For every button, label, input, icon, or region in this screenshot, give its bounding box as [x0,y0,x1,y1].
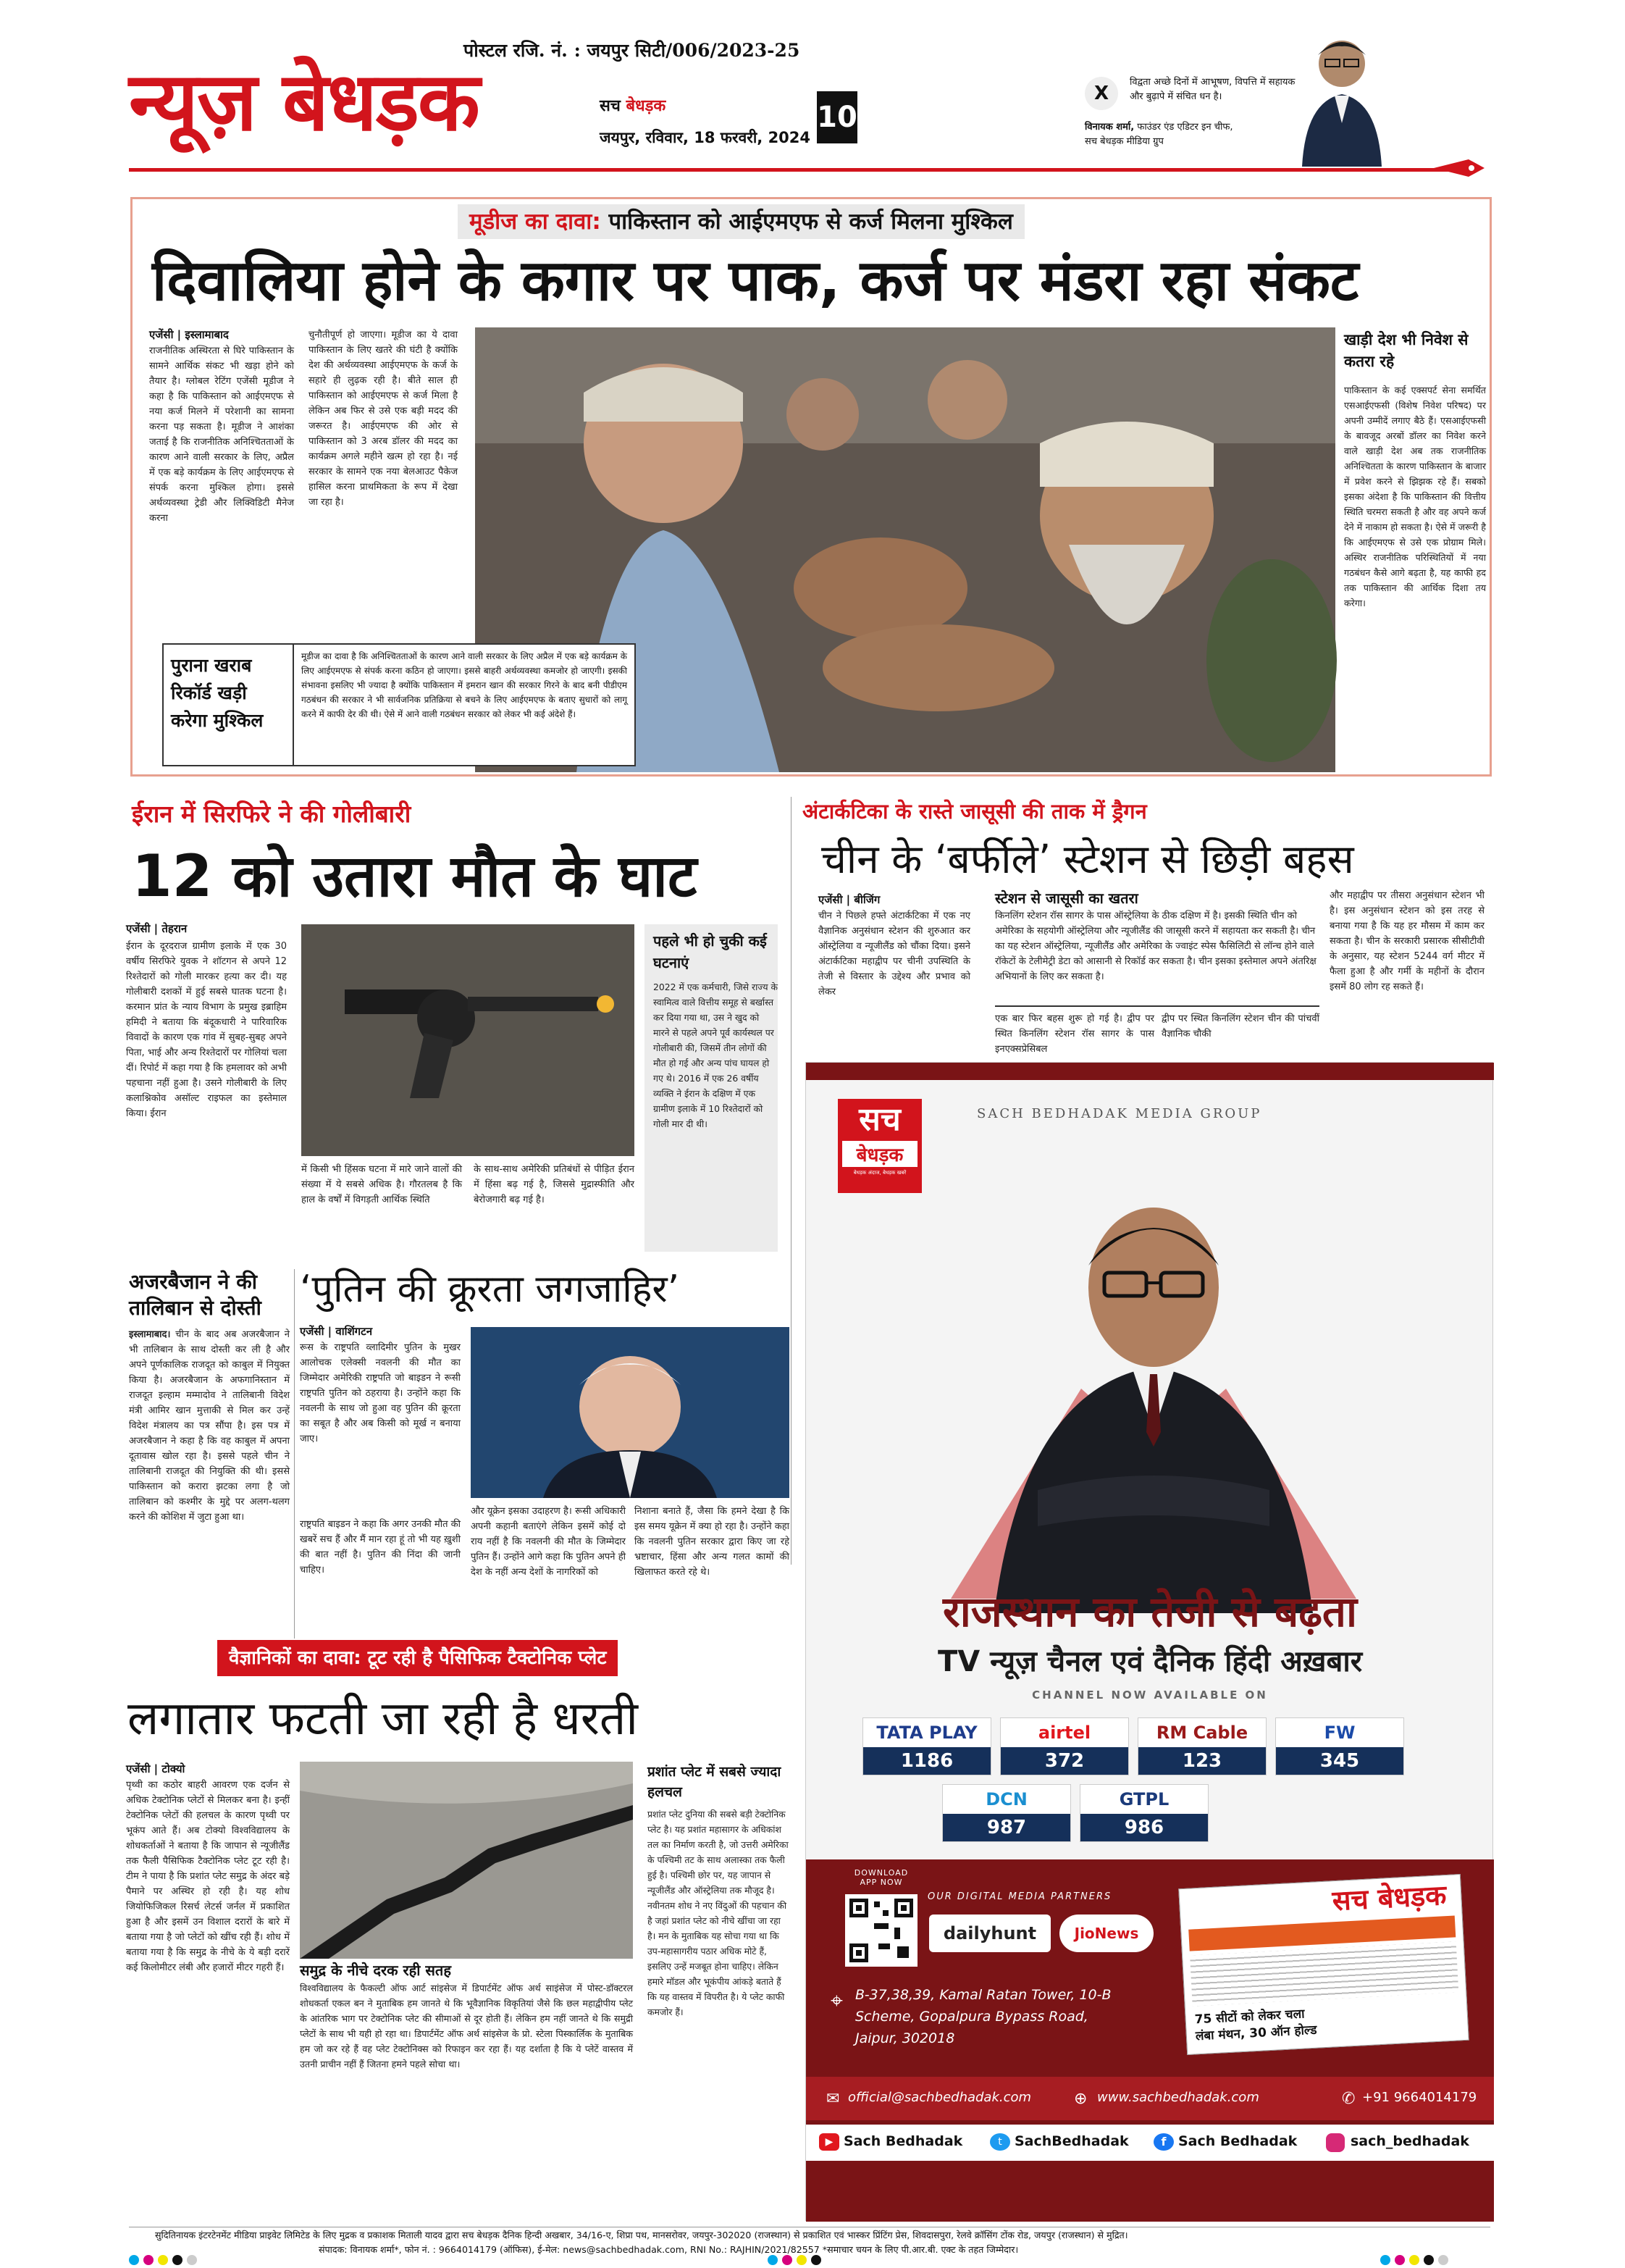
registration-marks [1380,2254,1453,2268]
story1-side-title: खाड़ी देश भी निवेश से कतरा रहे [1344,331,1469,370]
qr-code-icon[interactable] [845,1894,918,1967]
story6-col1: पृथ्वी का कठोर बाहरी आवरण एक दर्जन से अधिक टेक्टोनिक प्लेटों से मिलकर बना है। इन्हीं टेक्टोनिक प्लेटों की हलचल के कारण पृथ्वी पर भूकंप आते हैं। अब टोक्यो विश्वविद्यालय के शोधकर्ताओं ने बताया है कि जापान से न्यूजीलैंड तक फैली पैसिफिक टैक्टोनिक प्लेट टूट रही है। टीम ने पाया है कि प्रशांत प्लेट समुद्र के अंदर बड़े पैमाने पर अस्थिर हो रही है। यह शोध जियोफिजिकल रिसर्च लेटर्स जर्नल में प्रकाशित हुआ है और इसमें उन विशाल दरारों के बारे में बताया गया है जो प्लेटों को खींच रही हैं। शोध में बताया गया है कि समुद्र के नीचे के ये बड़ी दरारें कई किलोमीटर लंबी और हजारों मीटर गहरी हैं। [126,1780,290,1973]
story3-sub-rule [995,1005,1319,1007]
social-facebook[interactable]: Sach Bedhadak [1178,2133,1298,2149]
story3-sub-col1: एक बार फिर बहस शुरू हो गई है। द्वीप पर स्थित किनलिंग स्टेशन रॉस सागर के पास इनएक्सप्रेसिबल [995,1013,1154,1055]
ad-logo-sub: बेधड़क अंदाज, बेधड़क खबरें [853,1170,907,1176]
twitter-icon: t [990,2133,1010,2151]
partner-dailyhunt[interactable]: dailyhunt [929,1915,1051,1952]
ad-newspaper [1178,1874,1469,2055]
ad-channels-title: CHANNEL NOW AVAILABLE ON [1032,1689,1268,1702]
advertisement[interactable] [805,1062,1493,2221]
story5-col1b: राष्ट्रपति बाइडन ने कहा कि अगर उनकी मौत की खबरें सच हैं और मैं मान रहा हूं तो भी यह ख़ुशी की बात नहीं है। पुतिन की निंदा की जानी चाहिए। [300,1519,461,1576]
ad-group-name: SACH BEDHADAK MEDIA GROUP [977,1106,1262,1121]
story5-col3: निशाना बनाते हैं, जैसा कि हमने देखा है कि इस समय यूक्रेन में क्या हो रहा है। उन्होंने कहा कि नवलनी पुतिन सरकार द्वारा किए जा रहे भ्रष्टाचार, हिंसा और अन्य गलत कामों की खिलाफत करते रहे थे। [634,1506,789,1578]
footer-editor: संपादक: विनायक शर्मा*, फोन नं. : 9664014179 (ऑफिस), ई-मेल: news@sachbedhadak.com, RNI No.: RAJHIN/2021/82557 *समाचार चयन के लिए पी.आर.बी. एक्ट के तहत जिम्मेदार। [319,2244,1019,2255]
paper-lines [1190,1941,1458,2006]
story5-photo [471,1327,789,1498]
channel-logo: RM Cable [1156,1723,1248,1743]
page-number: 10 [817,91,857,143]
paper-headline1: 75 सीटों को लेकर चला [1194,2007,1305,2028]
story2-col1: ईरान के दूरदराज ग्रामीण इलाके में एक 30 वर्षीय सिरफिरे युवक ने शॉटगन से अपने 12 रिश्तेदारों को गोली मारकर हत्या कर दी। यह गोलीबारी दशकों में हुई सबसे घातक घटना है। करमान प्रांत के न्याय विभाग के प्रमुख इब्राहिम हमिदी ने बताया कि बंदूकधारी ने पारिवारिक विवादों के कारण एक गांव में सुबह-सुबह अपने पिता, भाई और अन्य रिश्तेदारों पर गोलियां चला दीं। रिपोर्ट में कहा गया है कि हमलावर को अभी पहचाना नहीं हुआ है। उसने गोलीबारी के लिए कलाश्निकोव असॉल्ट राइफल का इस्तेमाल किया। ईरान [126,941,287,1119]
channel-gtpl [1080,1784,1209,1842]
pen-nib-icon [1434,154,1485,183]
story3-sub-text: किनलिंग स्टेशन रॉस सागर के पास ऑस्ट्रेलिया के ठीक दक्षिण में है। इसकी स्थिति चीन को अमेरिका के सहयोगी ऑस्ट्रेलिया और न्यूजीलैंड की जासूसी करने में सहायता कर सकती है। चीन का यह स्टेशन ऑस्ट्रेलिया, न्यूजीलैंड और अमेरिका के ज्वाइंट स्पेस फैसिलिटी से लॉन्च होने वाले रॉकेटों के टेलीमेट्री डेटा को आसानी से रिकॉर्ड कर सकता है। चीन इसका इस्तेमाल अपने अंतरिक्ष अभियानों के लिए कर सकता है। [995,911,1317,982]
ad-website[interactable]: www.sachbedhadak.com [1097,2090,1259,2105]
registration-marks [768,2254,826,2268]
ad-partners-title: OUR DIGITAL MEDIA PARTNERS [928,1891,1112,1902]
story6-byline: एजेंसी | टोक्यो [126,1762,185,1775]
dateline: जयपुर, रविवार, 18 फरवरी, 2024 [600,129,811,146]
registration-marks [129,2254,201,2268]
story5-col2: और यूक्रेन इसका उदाहरण है। रूसी अधिकारी अपनी कहानी बताएंगे लेकिन इसमें कोई दो राय नहीं है कि नवलनी की मौत के जिम्मेदार पुतिन हैं। उन्होंने आगे कहा कि पुतिन अपने ही देश के नहीं अन्य देशों के नागरिकों को [471,1506,626,1578]
story3-headline: चीन के ‘बर्फीले’ स्टेशन से छिड़ी बहस [821,836,1354,882]
story5-byline: एजेंसी | वाशिंगटन [300,1325,373,1338]
channel-logo: GTPL [1119,1789,1170,1809]
story3-sub-title: स्टेशन से जासूसी का खतरा [995,890,1138,907]
partner-jionews[interactable]: JioNews [1059,1915,1154,1952]
ad-subhead: TV न्यूज़ चैनल एवं दैनिक हिंदी अख़बार [937,1645,1363,1678]
instagram-icon [1326,2133,1345,2152]
channel-fw [1275,1717,1404,1775]
editor-org: सच बेधड़क मीडिया ग्रुप [1085,136,1164,147]
channel-logo: airtel [1038,1723,1091,1743]
editor-credit [1085,120,1309,149]
story1-headline: दिवालिया होने के कगार पर पाक, कर्ज पर मंडरा रहा संकट [152,248,1359,314]
story2-col3: के साथ-साथ अमेरिकी प्रतिबंधों से पीड़ित ईरान में हिंसा बढ़ गई है, जिससे मुद्रास्फीति और बेरोजगारी बढ़ गई है। [474,1164,634,1205]
story4-lead: इस्लामाबाद। [129,1329,171,1340]
ad-top-band [806,1063,1494,1080]
editor-title: फाउंडर एंड एडिटर इन चीफ, [1137,122,1233,133]
story4-text [129,1327,290,1637]
facebook-icon: f [1154,2133,1174,2151]
channel-logo: FW [1324,1723,1356,1743]
story5-col1: रूस के राष्ट्रपति व्लादिमीर पुतिन के मुखर आलोचक एलेक्सी नवलनी की मौत का जिम्मेदार अमेरिकी राष्ट्रपति जो बाइडन ने रूसी राष्ट्रपति पुतिन को ठहराया है। उन्होंने कहा कि नवलनी के साथ जो हुआ वह पुतिन की क्रूरता का सबूत है और अब किसी को मूर्ख न बनाया जाए। [300,1342,461,1444]
story6-kicker [217,1640,618,1676]
story1-side-text: पाकिस्तान के कई एक्सपर्ट सेना समर्थित एसआईएफसी (विशेष निवेश परिषद) पर अपनी उम्मीदें लगाए बैठे हैं। एसआईएफसी के बावजूद अरबों डॉलर का निवेश करने वाले खाड़ी देश अब तक राजनीतिक अनिश्चितता के कारण पाकिस्तान के बाजार में प्रवेश करने से झिझक रहे हैं। सबको इसका अंदेशा है कि पाकिस्तान की वित्तीय स्थिति चरमरा सकती है और वह अपने कर्ज देने में नाकाम हो सकता है। ऐसे में जरूरी है कि आईएमएफ से उसे एक प्रोग्राम मिले। अस्थिर राजनीतिक परिस्थितियों में नया गठबंधन कैसे आगे बढ़ता है, यह काफी हद तक पाकिस्तान की आर्थिक दिशा तय करेगा। [1344,385,1486,608]
story1-kicker [458,204,1025,239]
channel-logo: TATA PLAY [876,1723,978,1743]
story1-box-title: पुराना खराब रिकॉर्ड खड़ी करेगा मुश्किल [162,643,294,766]
story3-kicker: अंटार्कटिका के रास्ते जासूसी की ताक में ड्रैगन [802,799,1147,824]
channel-number: 345 [1276,1747,1403,1775]
story6-headline: लगातार फटती जा रही है धरती [127,1692,638,1746]
social-youtube[interactable]: Sach Bedhadak [844,2133,963,2149]
channel-airtel [1000,1717,1129,1775]
web-icon: ⊕ [1074,2090,1088,2108]
story4-body: चीन के बाद अब अजरबैजान ने भी तालिबान के साथ दोस्ती कर ली है और अपने पूर्णकालिक राजदूत को काबुल में नियुक्त किया है। अजरबैजान के अफगानिस्तान में राजदूत इल्हाम मम्मादोव ने तालिबानी विदेश मंत्री आमिर खान मुत्ताकी से मिल कर उन्हें विदेश मंत्रालय का पत्र सौंपा है। इस पत्र में अजरबैजान ने कहा है कि वह काबुल में अपना दूतावास खोल रहा है। इससे पहले चीन ने तालिबानी राजदूत की नियुक्ति की थी। इससे पाकिस्तान को करारा झटका लगा है जो तालिबान को कश्मीर के मुद्दे पर अलग-थलग करने की कोशिश में जुटा हुआ था। [129,1329,290,1523]
ad-email[interactable]: official@sachbedhadak.com [848,2090,1032,2105]
story2-kicker: ईरान में सिरफिरे ने की गोलीबारी [132,800,411,828]
channel-tata-play [862,1717,991,1775]
story6-kicker-text: टूट रही है पैसिफिक टैक्टोनिक प्लेट [367,1647,607,1669]
channel-dcn [942,1784,1071,1842]
ad-logo [838,1099,922,1193]
channel-number: 123 [1138,1747,1266,1775]
divider [294,1269,295,1639]
x-logo-icon: X [1085,77,1118,110]
location-icon: ⌖ [831,1988,843,2014]
story2-side-title: पहले भी हो चुकी कई घटनाएं [653,932,767,971]
tagline-sach: सच [600,97,621,115]
phone-icon: ✆ [1342,2090,1356,2108]
editor-quote: विद्वता अच्छे दिनों में आभूषण, विपत्ति में सहायक और बुढ़ापे में संचित धन है। [1130,77,1296,102]
editor-name: विनायक शर्मा, [1085,122,1135,133]
story6-caption-title: समुद्र के नीचे दरक रही सतह [300,1962,451,1979]
ad-logo-sach: सच [859,1101,901,1138]
ad-phone[interactable]: +91 9664014179 [1362,2090,1477,2105]
channel-number: 372 [1001,1747,1128,1775]
story2-photo [301,924,634,1156]
story2-side-text: 2022 में एक कर्मचारी, जिसे राज्य के स्वामित्व वाले वित्तीय समूह से बर्खास्त कर दिया गया था, उस ने खुद को मारने से पहले अपने पूर्व कार्यस्थल पर गोलीबारी की, जिसमें तीन लोगों की मौत हो गई और अन्य पांच घायल हो गए थे। 2016 में एक 26 वर्षीय व्यक्ति ने ईरान के दक्षिण में एक ग्रामीण इलाके में 10 रिश्तेदारों को गोली मार दी थी। [653,982,778,1129]
masthead-logo: न्यूज़ बेधड़क [129,55,479,149]
postal-registration: पोस्टल रजि. नं. : जयपुर सिटी/006/2023-25 [463,40,800,61]
tagline [600,94,665,116]
story1-col2: चुनौतीपूर्ण हो जाएगा। मूडीज का ये दावा पाकिस्तान के लिए खतरे की घंटी है क्योंकि देश की अर्थव्यवस्था आईएमएफ के कर्ज के सहारे ही लुढ़क रही है। बीते साल ही पाकिस्तान को आईएमएफ से कर्ज मिला है लेकिन अब फिर से उसे एक बड़ी मदद की जरूरत है। आईएमएफ की ओर से पाकिस्तान को 3 अरब डॉलर की मदद का कार्यक्रम अगले महीने खत्म हो रहा है। नई सरकार के सामने एक नया बेलआउट पैकेज हासिल करना प्राथमिकता के रूप में देखा जा रहा है। [308,330,458,508]
ad-address: B-37,38,39, Kamal Ratan Tower, 10-B Scheme, Gopalpura Bypass Road, Jaipur, 302018 [855,1987,1112,2046]
editor-photo [1302,29,1382,167]
story6-side-title: प्रशांत प्लेट में सबसे ज्यादा हलचल [647,1764,781,1800]
story1-kicker-lead: मूडीज का दावा: [469,209,601,235]
tagline-bedhadak: बेधड़क [626,97,666,115]
story3-byline: एजेंसी | बीजिंग [818,893,881,906]
masthead-rule [129,168,1461,172]
channel-rm-cable [1138,1717,1267,1775]
story6-caption-text: विश्वविद्यालय के फैकल्टी ऑफ आर्ट सांइसेज में डिपार्टमेंट ऑफ अर्थ साइंसेज में पोस्ट-डॉक्टरल शोधकर्ता एकल बन ने मुताबिक हम जानते थे कि भूवैज्ञानिक विकृतियां जैसे कि छल महाद्वीपीय प्लेट के आंतरिक भाग पर टेक्टोनिक प्लेट की सीमाओं से दूर होती हैं। लेकिन हम नहीं जानते थे कि समुद्री प्लेटों के साथ भी यही हो रहा था। डिपार्टमेंट ऑफ अर्थ सांइसेज के प्रो. स्टेला पिस्कार्लिक के मुताबिक हम जो कर रहे हैं वह प्लेट टेक्टोनिक्स को रिफाइन कर रहा हैं। यह दर्शाता है कि ये प्लेटें वास्तव में उतनी प्राचीन नहीं हैं जितना हमने पहले सोचा था। [300,1983,633,2070]
ad-presenter [936,1150,1371,1613]
footer-imprint: सुदितिनायक इंटरटेनमेंट मीडिया प्राइवेट लिमिटेड के लिए मुद्रक व प्रकाशक मिताली यादव द्वारा सच बेधड़क दैनिक हिन्दी अखबार, 34/16-ए, शिप्रा पथ, मानसरोवर, जयपुर-302020 (राजस्थान) से प्रकाशित एवं भास्कर प्रिंटिंग प्रेस, शिवदासपुरा, रेलवे क्रॉसिंग टोंक रोड, जयपुर (राजस्थान) से मुद्रित। [155,2230,1128,2240]
story6-photo [300,1762,633,1959]
paper-name: सच बेधड़क [1331,1879,1448,1917]
story1-col1: राजनीतिक अस्थिरता से घिरे पाकिस्तान के सामने आर्थिक संकट भी खड़ा होने को तैयार है। ग्लोबल रेटिंग एजेंसी मूडीज ने कहा है कि पाकिस्तान को आईएमएफ से नया कर्ज मिलने में परेशानी का सामना करना पड़ सकता है। मूडीज ने आशंका जताई है कि राजनीतिक अनिश्चितताओं के कारण आने वाली सरकार के लिए, अप्रैल में एक बड़े कार्यक्रम के लिए आईएमएफ से संपर्क करना मुश्किल होगा। इससे अर्थव्यवस्था ट्रेडी और लिक्विडिटी मैनेज करना [149,346,294,524]
email-icon: ✉ [826,2090,840,2108]
ad-headline: राजस्थान का तेजी से बढ़ता [943,1587,1357,1636]
story6-kicker-lead: वैज्ञानिकों का दावा: [229,1647,361,1669]
channel-number: 987 [943,1814,1070,1841]
ad-download-label: DOWNLOAD APP NOW [854,1868,909,1887]
paper-headline2: लंबा मंथन, 30 ऑन होल्ड [1195,2022,1318,2044]
story3-col1: चीन ने पिछले हफ्ते अंटार्कटिका में एक नए वैज्ञानिक अनुसंधान स्टेशन की शुरुआत कर ऑस्ट्रेलिया व न्यूजीलैंड को चौंका दिया। इसने अंटार्कटिका महाद्वीप पर चीनी उपस्थिति के तेजी से विस्तार के उद्देश्य और प्रभाव को लेकर [818,911,970,997]
story5-headline: ‘पुतिन की क्रूरता जगजाहिर’ [300,1268,680,1311]
story4-headline: अजरबैजान ने की तालिबान से दोस्ती [129,1270,261,1320]
channel-number: 986 [1080,1814,1208,1841]
ad-logo-bedhadak: बेधड़क [842,1141,918,1167]
story2-headline: 12 को उतारा मौत के घाट [132,842,697,910]
story6-side-text: प्रशांत प्लेट दुनिया की सबसे बड़ी टेक्टोनिक प्लेट है। यह प्रशांत महासागर के अधिकांश तल का निर्माण करती है, जो उत्तरी अमेरिका के पश्चिमी तट के साथ अलास्का तक फैली हुई है। पश्चिमी छोर पर, यह जापान से न्यूजीलैंड और ऑस्ट्रेलिया तक मौजूद है। नवीनतम शोध ने नए विंदुओं की पहचान की है जहां प्रशांत प्लेट को नीचे खींचा जा रहा है। मन के मुताबिक यह सोचा गया था कि उप-महासागरीय पठार अधिक मोटे हैं, इसलिए उन्हें मजबूत होना चाहिए। लेकिन हमारे मॉडल और भूकंपीय आंकड़े बताते हैं कि यह वास्तव में विपरीत है। ये प्लेट काफी कमजोर हैं। [647,1809,789,2017]
social-twitter[interactable]: SachBedhadak [1015,2133,1129,2149]
story3-col-right: और महाद्वीप पर तीसरा अनुसंधान स्टेशन भी है। इस अनुसंधान स्टेशन को इस तरह से बनाया गया है कि यह हर मौसम में काम कर सकता है। चीन के सरकारी प्रसारक सीसीटीवी के अनुसार, यह स्टेशन 5244 वर्ग मीटर में फैला हुआ है और गर्मी के महीनों के दौरान इसमें 80 लोग रह सकते हैं। [1330,890,1485,992]
social-instagram[interactable]: sach_bedhadak [1351,2133,1469,2149]
channel-logo: DCN [986,1789,1028,1809]
channel-number: 1186 [863,1747,991,1775]
story1-byline: एजेंसी | इस्लामाबाद [149,328,229,341]
story1-box-text: मूडीज का दावा है कि अनिश्चितताओं के कारण आने वाली सरकार के लिए अप्रैल में एक बड़े कार्यक्रम के लिए आईएमएफ से संपर्क करना कठिन हो जाएगा। इससे बाहरी अर्थव्यवस्था कमजोर हो जाएगी। इसकी संभावना इसलिए भी ज्यादा है क्योंकि पाकिस्तान में इमरान खान की सरकार गिरने के बाद बनी पीडीएम गठबंधन की सरकार ने भी सार्वजनिक प्रतिक्रिया से बचने के लिए आईएमएफ के बताए सुधारों को लागू करने में काफी देर की थी। ऐसे में आने वाली गठबंधन सरकार को लेकर भी कई अंदेशे हैं। [294,643,636,766]
story2-byline: एजेंसी | तेहरान [126,922,188,935]
story2-col2: में किसी भी हिंसक घटना में मारे जाने वालों की संख्या में ये सबसे अधिक है। गौरतलब है कि हाल के वर्षों में विगड़ती आर्थिक स्थिति [301,1164,462,1205]
youtube-icon: ▶ [819,2133,839,2151]
story3-sub-col2: द्वीप पर स्थित किनलिंग स्टेशन चीन की पांचवीं वैज्ञानिक चौकी [1162,1013,1319,1039]
story1-kicker-text: पाकिस्तान को आईएमएफ से कर्ज मिलना मुश्किल [608,209,1013,235]
